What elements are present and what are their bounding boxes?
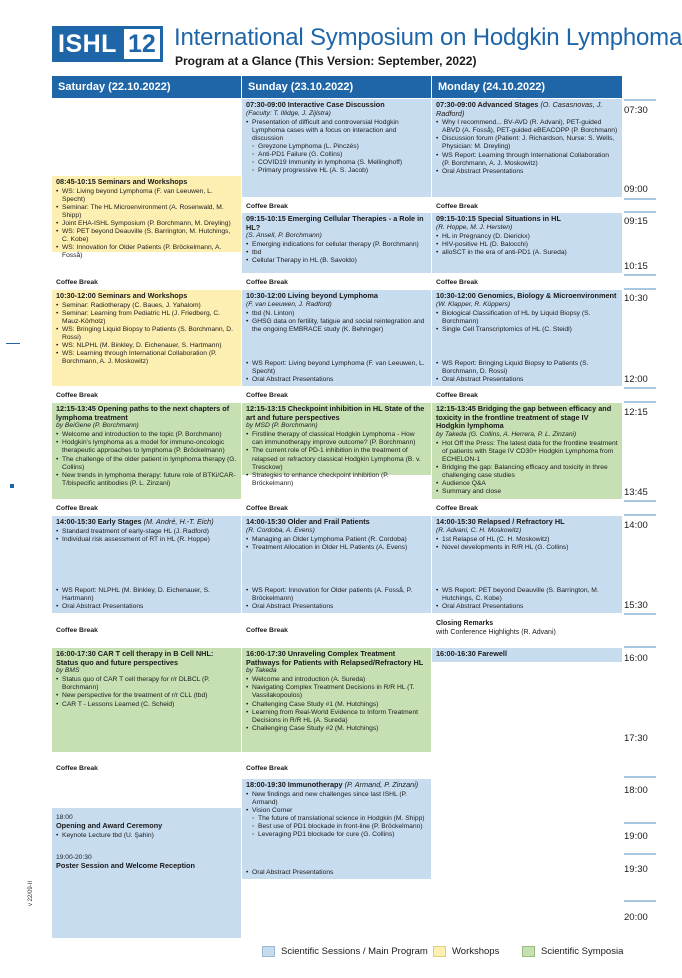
list-item: • Strategies to enhance checkpoint inhibition (P. Bröckelmann) (252, 472, 427, 488)
sat-seminars-1 (52, 176, 241, 260)
sun-immunotherapy (242, 779, 431, 879)
list-item: • tbd (N. Linton) (252, 310, 427, 318)
time-divider (624, 211, 656, 213)
session-chairs: (S. Ansell, P. Borchmann) (246, 232, 322, 240)
time-divider (624, 401, 656, 403)
coffee-break: Coffee Break (246, 279, 288, 286)
mon-farewell (432, 648, 622, 662)
sun-case-discussion (242, 99, 431, 197)
time-label: 17:30 (624, 733, 648, 744)
coffee-break: Coffee Break (246, 765, 288, 772)
list-item: • Bridging the gap: Balancing efficacy and toxicity in three challenging case studies (442, 464, 618, 480)
session-title: 10:30-12:00 Seminars and Workshops (56, 291, 188, 300)
mon-advanced-stages (432, 99, 622, 197)
list-item: • 1st Relapse of HL (C. H. Moskowitz) (442, 536, 618, 544)
list-item: • alloSCT in the era of anti-PD1 (A. Sureda) (442, 249, 618, 257)
legend-scientific-symposia (522, 946, 623, 957)
session-chairs: (R. Advani, C. H. Moskowitz) (436, 526, 522, 534)
list-item: • Seminar: Learning from Pediatric HL (J. Friedberg, C. Mauz-Körholz) (62, 310, 237, 326)
list-item: • Seminar: Radiotherapy (C. Baues, J. Yahalom) (62, 302, 237, 310)
list-item: • Vision Corner (252, 807, 427, 815)
list-item: • Oral Abstract Presentations (442, 603, 618, 611)
version-label: v 22/09-II (28, 880, 34, 906)
legend-label: Scientific Symposia (541, 946, 624, 957)
list-item: • WS Report: Innovation for Older patients (A. Fosså, P. Bröckelmann) (252, 587, 427, 603)
sat-opening (52, 808, 241, 938)
session-sponsor: by BMS (56, 667, 80, 675)
time-divider (624, 514, 656, 516)
coffee-break: Coffee Break (246, 203, 288, 210)
session-sponsor: by Takeda (246, 667, 277, 675)
list-item: • Presentation of difficult and controversial Hodgkin Lymphoma cases with a focus on interaction and discussion (252, 119, 427, 143)
ishl-logo (52, 26, 156, 62)
time-divider (624, 613, 656, 615)
list-item: • Oral Abstract Presentations (442, 376, 618, 384)
session-chairs: (R. Cordoba, A. Evens) (246, 526, 315, 534)
time-label: 19:00 (624, 831, 648, 842)
list-item: • Welcome and introduction to the topic (P. Borchmann) (62, 431, 237, 439)
list-item: • GHSG data on fertility, fatigue and social reintegration and the ongoing EMBRACE study (K. Behringer) (252, 318, 427, 334)
session-time: 19:00-20:30 (56, 853, 92, 861)
time-label: 09:15 (624, 216, 648, 227)
session-sponsor: by Takeda (G. Collins, A. Herrera, P. L. Zinzani) (436, 430, 577, 438)
legend-label: Workshops (452, 946, 500, 957)
legend-workshops (433, 946, 499, 957)
sun-symposium-takeda (242, 648, 431, 752)
session-sponsor: by BeiGene (P. Borchmann) (56, 422, 139, 430)
list-item: • The current role of PD-1 inhibition in the treatment of relapsed or refractory classical Hodgkin Lymphoma (B. v. Tresckow) (252, 447, 427, 471)
list-item: • Learning from Real-World Evidence to Inform Treatment Decisions in R/R HL (A. Sureda) (252, 709, 427, 725)
session-chairs: (Faculty: T. Illidge, J. Zijlstra) (246, 109, 331, 117)
coffee-break: Coffee Break (56, 765, 98, 772)
time-divider (624, 776, 656, 778)
list-item: • Oral Abstract Presentations (252, 869, 427, 877)
coffee-break: Coffee Break (56, 392, 98, 399)
margin-mark (6, 343, 20, 344)
time-label: 15:30 (624, 600, 648, 611)
time-label: 09:00 (624, 184, 648, 195)
session-time: 18:00 (56, 814, 73, 821)
session-title: 08:45-10:15 Seminars and Workshops (56, 177, 188, 186)
session-title: 10:30-12:00 Living beyond Lymphoma (246, 291, 378, 300)
list-item: • Summary and close (442, 488, 618, 496)
sun-living-beyond (242, 290, 431, 386)
coffee-break: Coffee Break (436, 505, 478, 512)
time-divider (624, 500, 656, 502)
sat-symposium-beigene (52, 403, 241, 499)
session-chairs: (O. Casasnovas, J. Radford) (436, 100, 603, 118)
coffee-break: Coffee Break (56, 279, 98, 286)
list-item: • Navigating Complex Treatment Decisions in R/R HL (T. Vassilakopoulos) (252, 684, 427, 700)
sat-symposium-bms (52, 648, 241, 752)
time-label: 12:15 (624, 407, 648, 418)
session-title: 07:30-09:00 Advanced Stages (436, 100, 539, 109)
list-item: • CAR T - Lessons Learned (C. Scheid) (62, 701, 237, 709)
list-item: • WS: PET beyond Deauville (S. Barrington, M. Hutchings, C. Kobe) (62, 228, 237, 244)
closing-line: with Conference Highlights (R. Advani) (436, 629, 556, 636)
session-title: Poster Session and Welcome Reception (56, 860, 195, 870)
mon-symposium-takeda (432, 403, 622, 499)
session-chairs: (P. Armand, P. Zinzani) (344, 780, 419, 789)
list-item: • Oral Abstract Presentations (252, 376, 427, 384)
mon-genomics (432, 290, 622, 386)
list-item: • WS: Living beyond Lymphoma (F. van Leeuwen, L. Specht) (62, 188, 237, 204)
closing-title: Closing Remarks (436, 620, 494, 627)
list-item: • The challenge of the older patient in lymphoma therapy (G. Collins) (62, 456, 237, 472)
list-item: • WS Report: PET beyond Deauville (S. Barrington, M. Hutchings, C. Kobe) (442, 587, 618, 603)
list-item: • WS Report: Living beyond Lymphoma (F. van Leeuwen, L. Specht) (252, 360, 427, 376)
list-item: • Biological Classification of HL by Liquid Biopsy (S. Borchmann) (442, 310, 618, 326)
time-divider (624, 900, 656, 902)
sun-cellular-therapies (242, 213, 431, 273)
list-item: ◦ COVID19 Immunity in lymphoma (S. Mellinghoff) (252, 159, 427, 167)
time-divider (624, 274, 656, 276)
session-chairs: (F. van Leeuwen, J. Radford) (246, 300, 332, 308)
list-item: • Individual risk assessment of RT in HL (R. Hoppe) (62, 536, 237, 544)
list-item: ◦ Anti-PD1 Failure (G. Collins) (252, 151, 427, 159)
time-label: 16:00 (624, 653, 648, 664)
list-item: • WS Report: Bringing Liquid Biopsy to Patients (S. Borchmann, D. Rossi) (442, 360, 618, 376)
coffee-break: Coffee Break (246, 627, 288, 634)
logo-text: ISHL (52, 26, 121, 62)
time-label: 13:45 (624, 487, 648, 498)
list-item: ◦ Greyzone Lymphoma (L. Pinczés) (252, 143, 427, 151)
time-label: 10:15 (624, 261, 648, 272)
page-subtitle: Program at a Glance (This Version: September, 2022) (175, 54, 477, 68)
sat-early-stages (52, 516, 241, 613)
list-item: • WS Report: NLPHL (M. Binkley, D. Eichenauer, S. Hartmann) (62, 587, 237, 603)
list-item: • HIV-positive HL (D. Balocchi) (442, 241, 618, 249)
session-title: 12:15-13:45 Opening paths to the next chapters of lymphoma treatment (56, 404, 230, 422)
list-item: • Welcome and introduction (A. Sureda) (252, 676, 427, 684)
session-title: 07:30-09:00 Interactive Case Discussion (246, 100, 385, 109)
session-title: 16:00-17:30 CAR T cell therapy in B Cell NHL: Status quo and future perspectives (56, 649, 214, 667)
time-divider (624, 822, 656, 824)
time-label: 20:00 (624, 912, 648, 923)
list-item: • Joint EHA-ISHL Symposium (P. Borchmann, M. Dreyling) (62, 220, 237, 228)
day-header-monday: Monday (24.10.2022) (432, 76, 622, 98)
time-divider (624, 288, 656, 290)
list-item: • Managing an Older Lymphoma Patient (R. Cordoba) (252, 536, 427, 544)
time-divider (624, 99, 656, 101)
list-item: • Status quo of CAR T cell therapy for r/r DLBCL (P. Borchmann) (62, 676, 237, 692)
session-chairs: (W. Klapper, R. Küppers) (436, 300, 511, 308)
time-label: 07:30 (624, 105, 648, 116)
session-title: 09:15-10:15 Emerging Cellular Therapies - a Role in HL? (246, 214, 424, 232)
list-item: ◦ The future of translational science in Hodgkin (M. Shipp) (252, 815, 427, 823)
list-item: • Single Cell Transcriptomics of HL (C. Steidl) (442, 326, 618, 334)
session-title: 14:00-15:30 Older and Frail Patients (246, 517, 370, 526)
session-title: 10:30-12:00 Genomics, Biology & Microenvironment (436, 291, 617, 300)
mon-closing-remarks (432, 619, 622, 637)
list-item: • Cellular Therapy in HL (B. Savoldo) (252, 257, 427, 265)
day-header-saturday: Saturday (22.10.2022) (52, 76, 241, 98)
sun-older-frail (242, 516, 431, 613)
list-item: • Oral Abstract Presentations (62, 603, 237, 611)
list-item: • New perspective for the treatment of r/r CLL (tbd) (62, 692, 237, 700)
list-item: • WS Report: Learning through International Collaboration (P. Borchmann, A. J. Moskowitz) (442, 152, 618, 168)
day-header-sunday: Sunday (23.10.2022) (242, 76, 431, 98)
list-item: • WS: NLPHL (M. Binkley, D. Eichenauer, S. Hartmann) (62, 342, 237, 350)
list-item: • Challenging Case Study #2 (M. Hutchings) (252, 725, 427, 733)
list-item: • Challenging Case Study #1 (M. Hutchings) (252, 701, 427, 709)
list-item: ◦ Best use of PD1 blockade in front-line (P. Bröckelmann) (252, 823, 427, 831)
list-item: • Keynote Lecture tbd (U. Şahin) (62, 832, 237, 840)
session-title: 16:00-16:30 Farewell (436, 649, 507, 658)
session-title: 09:15-10:15 Special Situations in HL (436, 214, 561, 223)
session-title: 14:00-15:30 Relapsed / Refractory HL (436, 517, 565, 526)
margin-dot (10, 484, 14, 488)
list-item: • Audience Q&A (442, 480, 618, 488)
legend-label: Scientific Sessions / Main Program (281, 946, 428, 957)
time-label: 19:30 (624, 864, 648, 875)
session-title: 16:00-17:30 Unraveling Complex Treatment Pathways for Patients with Relapsed/Refractory HL (246, 649, 424, 667)
list-item: • Firstline therapy of classical Hodgkin Lymphoma - How can immunotherapy improve outcome? (P. Borchmann) (252, 431, 427, 447)
list-item: • HL in Pregnancy (D. Dierickx) (442, 233, 618, 241)
legend-swatch (433, 946, 446, 957)
coffee-break: Coffee Break (56, 505, 98, 512)
list-item: • New findings and new challenges since last ISHL (P. Armand) (252, 791, 427, 807)
list-item: • Hodgkin's lymphoma as a model for immuno-oncologic therapeutic approaches to lymphoma (P. Bröckelmann) (62, 439, 237, 455)
list-item: • Treatment Allocation in Older HL Patients (A. Evens) (252, 544, 427, 552)
session-chairs: (R. Hoppe, M. J. Hersten) (436, 223, 513, 231)
coffee-break: Coffee Break (436, 392, 478, 399)
session-title: 18:00-19:30 Immunotherapy (246, 780, 343, 789)
list-item: • Why I recommend... BV-AVD (R. Advani), PET-guided ABVD (A. Fosså), PET-guided eBEACOPP (P. Borchmann) (442, 119, 618, 135)
session-title: Opening and Award Ceremony (56, 821, 163, 831)
legend-swatch (262, 946, 275, 957)
session-title: 12:15-13:15 Checkpoint inhibition in HL State of the art and future perspectives (246, 404, 425, 422)
logo-number: 12 (121, 26, 163, 62)
time-divider (624, 387, 656, 389)
list-item: • WS: Innovation for Older Patients (P. Bröckelmann, A. Fosså) (62, 244, 237, 260)
session-chairs: (M. André, H.-T. Eich) (143, 517, 214, 526)
time-divider (624, 853, 656, 855)
list-item: • Seminar: The HL Microenvironment (A. Rosenwald, M. Shipp) (62, 204, 237, 220)
list-item: • Oral Abstract Presentations (442, 168, 618, 176)
list-item: • Hot Off the Press: The latest data for the frontline treatment of patients with Stage IV CD30+ Hodgkin Lymphoma from ECHELON-1 (442, 440, 618, 464)
time-label: 12:00 (624, 374, 648, 385)
sun-symposium-msd (242, 403, 431, 487)
list-item: • Novel developments in R/R HL (G. Collins) (442, 544, 618, 552)
list-item: • tbd (252, 249, 427, 257)
time-divider (624, 198, 656, 200)
time-label: 10:30 (624, 293, 648, 304)
list-item: • Emerging indications for cellular therapy (P. Borchmann) (252, 241, 427, 249)
list-item: ◦ Primary progressive HL (A. S. Jacob) (252, 167, 427, 175)
coffee-break: Coffee Break (436, 279, 478, 286)
time-divider (624, 646, 656, 648)
coffee-break: Coffee Break (436, 203, 478, 210)
legend-swatch (522, 946, 535, 957)
sat-seminars-2 (52, 290, 241, 386)
page-title: International Symposium on Hodgkin Lymphoma (174, 24, 682, 51)
list-item: • Oral Abstract Presentations (252, 603, 427, 611)
legend-scientific-sessions (262, 946, 428, 957)
session-title: 14:00-15:30 Early Stages (56, 517, 142, 526)
list-item: • WS: Learning through International Collaboration (P. Borchmann, A. J. Moskowitz) (62, 350, 237, 366)
coffee-break: Coffee Break (246, 392, 288, 399)
mon-relapsed-refractory (432, 516, 622, 613)
list-item: ◦ Leveraging PD1 blockade for cure (G. Collins) (252, 831, 427, 839)
coffee-break: Coffee Break (246, 505, 288, 512)
mon-special-situations (432, 213, 622, 273)
time-label: 18:00 (624, 785, 648, 796)
time-label: 14:00 (624, 520, 648, 531)
session-sponsor: by MSD (P. Borchmann) (246, 422, 318, 430)
list-item: • Standard treatment of early-stage HL (J. Radford) (62, 528, 237, 536)
list-item: • New trends in lymphoma therapy: future role of BTKi/CAR-T/bispecific antibodies (P. L. Zinzani) (62, 472, 237, 488)
list-item: • Discussion forum (Patient: J. Richardson, Nurse: S. Wells, Physician: M. Dreyling) (442, 135, 618, 151)
list-item: • WS: Bringing Liquid Biopsy to Patients (S. Borchmann, D. Rossi) (62, 326, 237, 342)
session-title: 12:15-13:45 Bridging the gap between efficacy and toxicity in the frontline treatment of stage IV Hodgkin lymphoma (436, 404, 612, 431)
coffee-break: Coffee Break (56, 627, 98, 634)
